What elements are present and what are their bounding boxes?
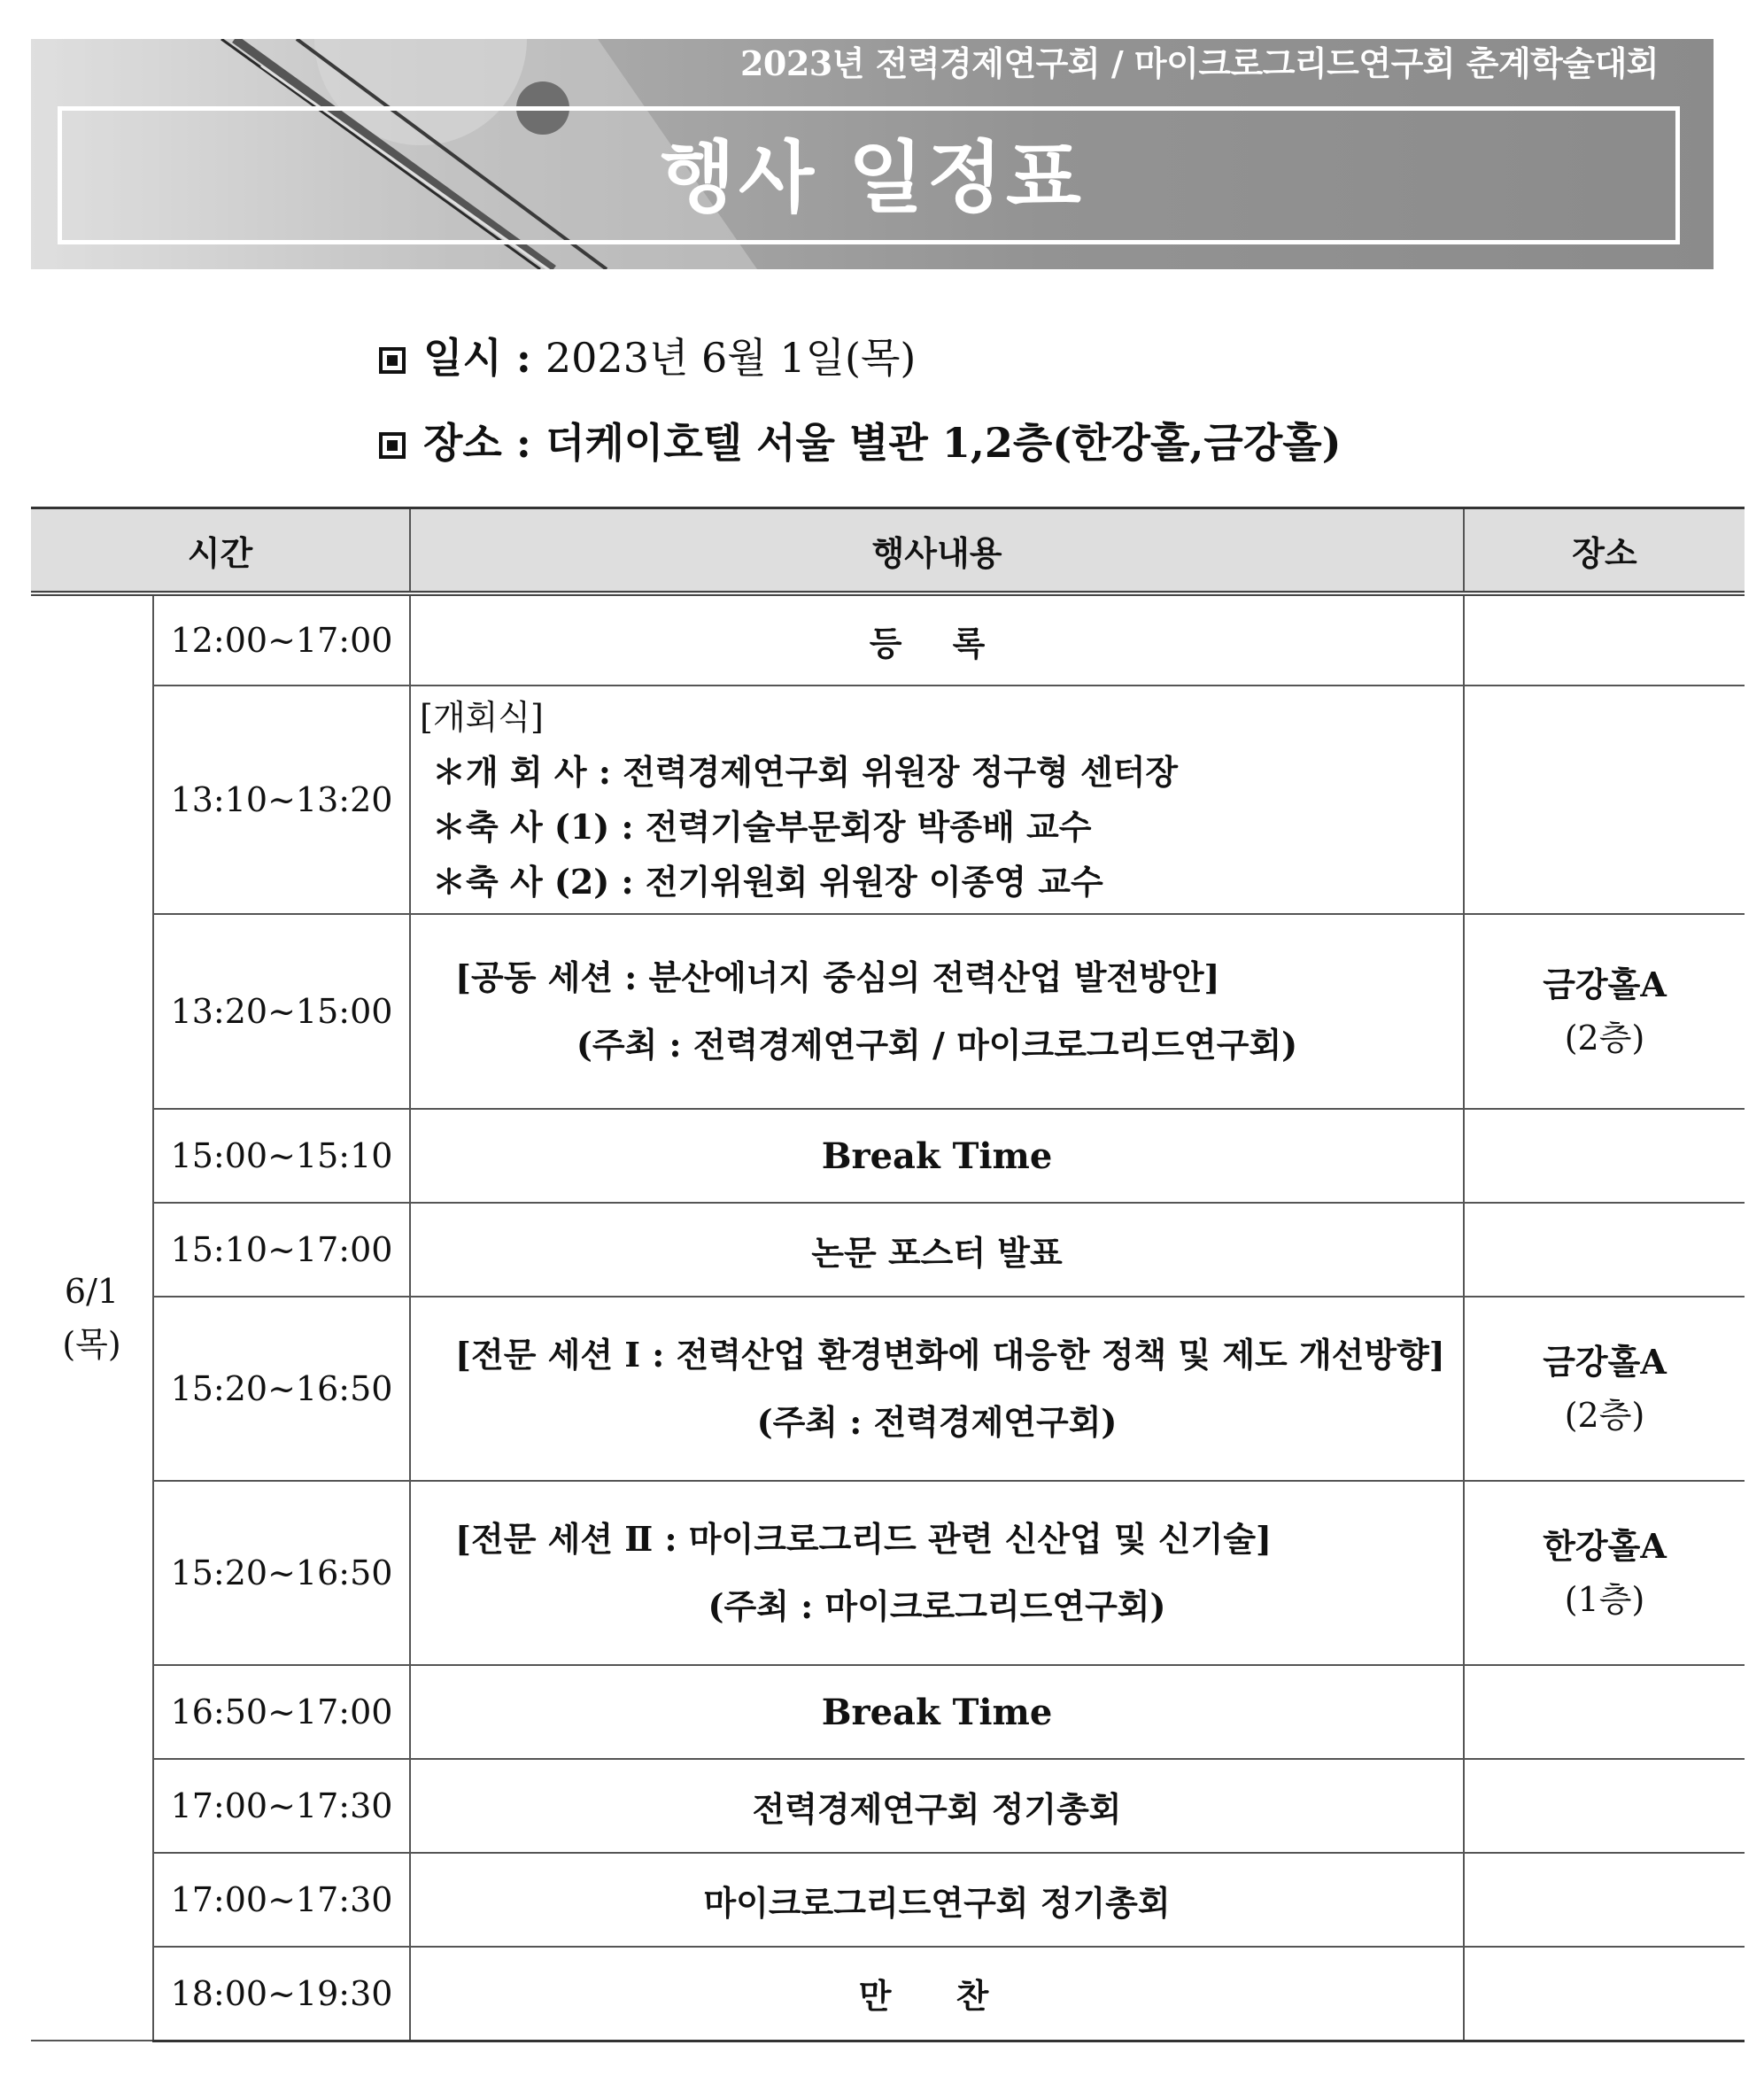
day-date: 6/1 — [64, 1272, 120, 1311]
opening-title: [개회식] — [420, 698, 544, 737]
opening-line: ＊개 회 사 : 전력경제연구회 위원장 정구형 센터장 — [432, 752, 1179, 792]
header-content: 행사내용 — [410, 508, 1464, 594]
venue-name: 금강홀A — [1543, 1342, 1667, 1382]
content-cell: 마이크로그리드연구회 정기총회 — [410, 1853, 1464, 1947]
day-cell — [31, 593, 153, 2041]
venue-floor: (1층) — [1564, 1580, 1645, 1619]
table-row — [31, 1665, 1745, 1759]
session-title: [공동 세션 : 분산에너지 중심의 전력산업 발전방안] — [455, 957, 1220, 997]
event-subtitle: 2023년 전력경제연구회 / 마이크로그리드연구회 춘계학술대회 — [739, 43, 1659, 83]
opening-line: ＊축 사 (1) : 전력기술부문회장 박종배 교수 — [432, 807, 1092, 847]
time-cell: 15:00~15:10 — [153, 1109, 410, 1203]
header-time: 시간 — [31, 508, 410, 594]
place-label: 장소 — [423, 419, 502, 467]
table-row — [31, 1109, 1745, 1203]
table-row — [31, 1297, 1745, 1481]
place-info: 장소 : 더케이호텔 서울 별관 1,2층(한강홀,금강홀) — [379, 416, 1341, 469]
venue-cell — [1464, 1297, 1745, 1481]
opening-line: ＊축 사 (2) : 전기위원회 위원장 이종영 교수 — [432, 862, 1103, 902]
time-cell: 13:10~13:20 — [153, 686, 410, 914]
content-cell: 전력경제연구회 정기총회 — [410, 1759, 1464, 1853]
time-cell: 17:00~17:30 — [153, 1853, 410, 1947]
content-cell: Break Time — [410, 1109, 1464, 1203]
table-row — [31, 1853, 1745, 1947]
table-row — [31, 1947, 1745, 2041]
session-host: (주최 : 전력경제연구회) — [756, 1402, 1118, 1442]
opening-ceremony-cell — [410, 686, 1464, 914]
venue-cell — [1464, 593, 1745, 686]
header-banner — [31, 39, 1714, 269]
square-bullet-icon — [379, 432, 406, 459]
time-cell: 16:50~17:00 — [153, 1665, 410, 1759]
time-cell: 18:00~19:30 — [153, 1947, 410, 2041]
time-cell: 15:20~16:50 — [153, 1481, 410, 1665]
table-row — [31, 686, 1745, 914]
table-row — [31, 1203, 1745, 1297]
venue-cell — [1464, 914, 1745, 1109]
content-cell: Break Time — [410, 1665, 1464, 1759]
venue-cell — [1464, 1481, 1745, 1665]
session-host: (주최 : 마이크로그리드연구회) — [708, 1586, 1166, 1626]
table-row — [31, 1759, 1745, 1853]
venue-name: 금강홀A — [1543, 964, 1667, 1004]
time-cell: 15:20~16:50 — [153, 1297, 410, 1481]
date-label: 일시 — [423, 334, 502, 382]
table-row — [31, 914, 1745, 1109]
venue-name: 한강홀A — [1543, 1526, 1667, 1566]
session-title: [전문 세션 Ⅰ : 전력산업 환경변화에 대응한 정책 및 제도 개선방향] — [455, 1335, 1445, 1375]
date-value: 2023년 6월 1일(목) — [545, 334, 917, 382]
venue-cell — [1464, 1665, 1745, 1759]
page-title: 행사 일정표 — [660, 131, 1085, 223]
date-info: 일시 : 2023년 6월 1일(목) — [379, 331, 916, 384]
header-venue: 장소 — [1464, 508, 1745, 594]
venue-cell — [1464, 1203, 1745, 1297]
venue-floor: (2층) — [1564, 1019, 1645, 1057]
place-value: 더케이호텔 서울 별관 1,2층(한강홀,금강홀) — [545, 419, 1342, 467]
content-cell: 등 록 — [410, 593, 1464, 686]
venue-cell — [1464, 1853, 1745, 1947]
table-header-row — [31, 508, 1745, 594]
content-cell: 만 찬 — [410, 1947, 1464, 2041]
day-weekday: (목) — [62, 1325, 121, 1364]
session-cell — [410, 1297, 1464, 1481]
venue-cell — [1464, 686, 1745, 914]
schedule-table — [31, 507, 1745, 2042]
session-title: [전문 세션 Ⅱ : 마이크로그리드 관련 신산업 및 신기술] — [455, 1519, 1273, 1559]
table-row — [31, 593, 1745, 686]
session-cell — [410, 914, 1464, 1109]
time-cell: 12:00~17:00 — [153, 593, 410, 686]
square-bullet-icon — [379, 347, 406, 374]
venue-cell — [1464, 1759, 1745, 1853]
session-host: (주최 : 전력경제연구회 / 마이크로그리드연구회) — [576, 1025, 1298, 1065]
time-cell: 13:20~15:00 — [153, 914, 410, 1109]
venue-cell — [1464, 1947, 1745, 2041]
time-cell: 15:10~17:00 — [153, 1203, 410, 1297]
content-cell: 논문 포스터 발표 — [410, 1203, 1464, 1297]
venue-floor: (2층) — [1564, 1396, 1645, 1435]
time-cell: 17:00~17:30 — [153, 1759, 410, 1853]
venue-cell — [1464, 1109, 1745, 1203]
session-cell — [410, 1481, 1464, 1665]
table-row — [31, 1481, 1745, 1665]
